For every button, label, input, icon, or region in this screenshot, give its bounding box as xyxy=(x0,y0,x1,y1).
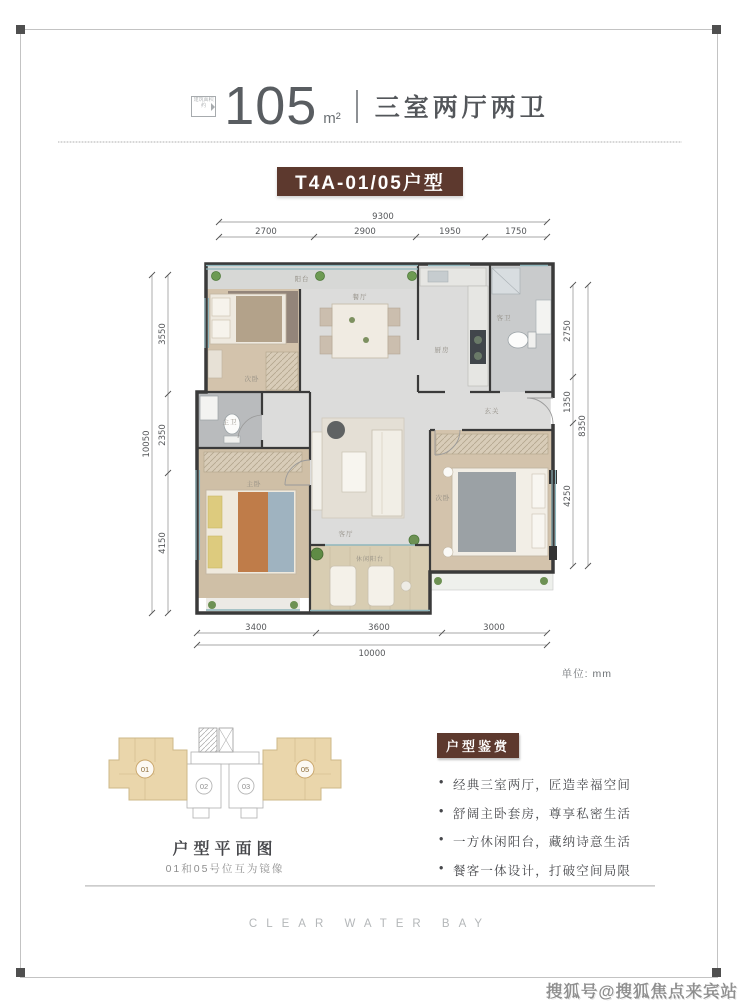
dim-right-seg1: 1350 xyxy=(563,391,573,413)
appreciation-item xyxy=(439,832,652,850)
dim-top-seg2: 1950 xyxy=(439,227,461,237)
layout-text: 三室两厅两卫 xyxy=(374,94,549,122)
appreciation-section xyxy=(437,733,652,889)
appreciation-item-text: 餐客一体设计，打破空间局限 xyxy=(453,863,632,878)
footer-rule xyxy=(85,885,655,887)
watermark: 搜狐号@搜狐焦点来宾站 xyxy=(545,983,738,1001)
keyplan-unit-01: 01 xyxy=(140,765,150,774)
dim-top-seg1: 2900 xyxy=(354,227,376,237)
keyplan-unit-03: 03 xyxy=(241,782,251,791)
room-label-bedroom3: 次卧 xyxy=(435,494,451,502)
keyplan-title: 户型平面图 xyxy=(172,841,278,858)
appreciation-badge: 户型鉴赏 xyxy=(437,733,519,758)
dim-left-seg1: 2350 xyxy=(158,424,168,446)
dim-bottom-overall: 10000 xyxy=(358,649,386,659)
area-stamp: 建筑面积约 xyxy=(191,96,216,117)
unit-note: 单位: mm xyxy=(561,668,612,680)
keyplan-unit-02: 02 xyxy=(199,782,209,791)
room-label-master-bath: 主卫 xyxy=(222,418,238,426)
keyplan-unit-05: 05 xyxy=(300,765,310,774)
header-rule xyxy=(58,141,682,143)
unit-type-badge: T4A-01/05户型 xyxy=(277,167,463,196)
dim-right-seg0: 2750 xyxy=(563,320,573,342)
area-unit: m² xyxy=(323,109,341,127)
dim-left-seg0: 3550 xyxy=(158,323,168,345)
corner-mark-top-left xyxy=(16,25,25,34)
room-label-dining: 餐厅 xyxy=(352,293,368,301)
appreciation-item-text: 一方休闲阳台，藏纳诗意生活 xyxy=(453,835,632,849)
dim-left-seg2: 4150 xyxy=(158,532,168,554)
brand-text: CLEAR WATER BAY xyxy=(248,918,492,930)
appreciation-item xyxy=(439,804,652,822)
room-label-guest-bath: 客卫 xyxy=(496,314,512,322)
corner-mark-bottom-left xyxy=(16,968,25,977)
floor-plan xyxy=(140,205,620,705)
room-label-bedroom2: 次卧 xyxy=(244,375,260,383)
appreciation-list xyxy=(439,775,652,879)
area-header xyxy=(0,76,740,136)
room-label-living: 客厅 xyxy=(338,530,354,538)
dim-left-overall: 10050 xyxy=(142,430,152,458)
corner-mark-bottom-right xyxy=(712,968,721,977)
dim-bottom-seg2: 3000 xyxy=(483,623,505,633)
dim-top-seg3: 1750 xyxy=(505,227,527,237)
room-label-leisure-balcony: 休闲阳台 xyxy=(355,556,385,563)
dim-right-seg2: 4250 xyxy=(563,485,573,507)
dim-top-seg0: 2700 xyxy=(255,227,277,237)
appreciation-item-text: 经典三室两厅，匠造幸福空间 xyxy=(453,778,632,792)
dim-bottom-seg1: 3600 xyxy=(368,623,390,633)
room-label-master: 主卧 xyxy=(246,480,262,488)
corner-mark-top-right xyxy=(712,25,721,34)
dim-bottom-seg0: 3400 xyxy=(245,623,267,633)
keyplan-note: 01和05号位互为镜像 xyxy=(165,863,285,875)
appreciation-item xyxy=(439,861,652,879)
dim-right-overall: 8350 xyxy=(578,415,588,437)
header-divider xyxy=(356,90,358,123)
dim-top-overall: 9300 xyxy=(372,212,394,222)
room-label-balcony-top: 阳台 xyxy=(294,275,310,283)
appreciation-item-text: 舒阔主卧套房，尊享私密生活 xyxy=(453,806,632,821)
room-label-kitchen: 厨房 xyxy=(434,346,450,354)
area-value: 105 xyxy=(224,76,318,136)
appreciation-item xyxy=(439,775,652,793)
key-plan xyxy=(95,722,355,832)
room-label-foyer: 玄关 xyxy=(484,407,500,415)
